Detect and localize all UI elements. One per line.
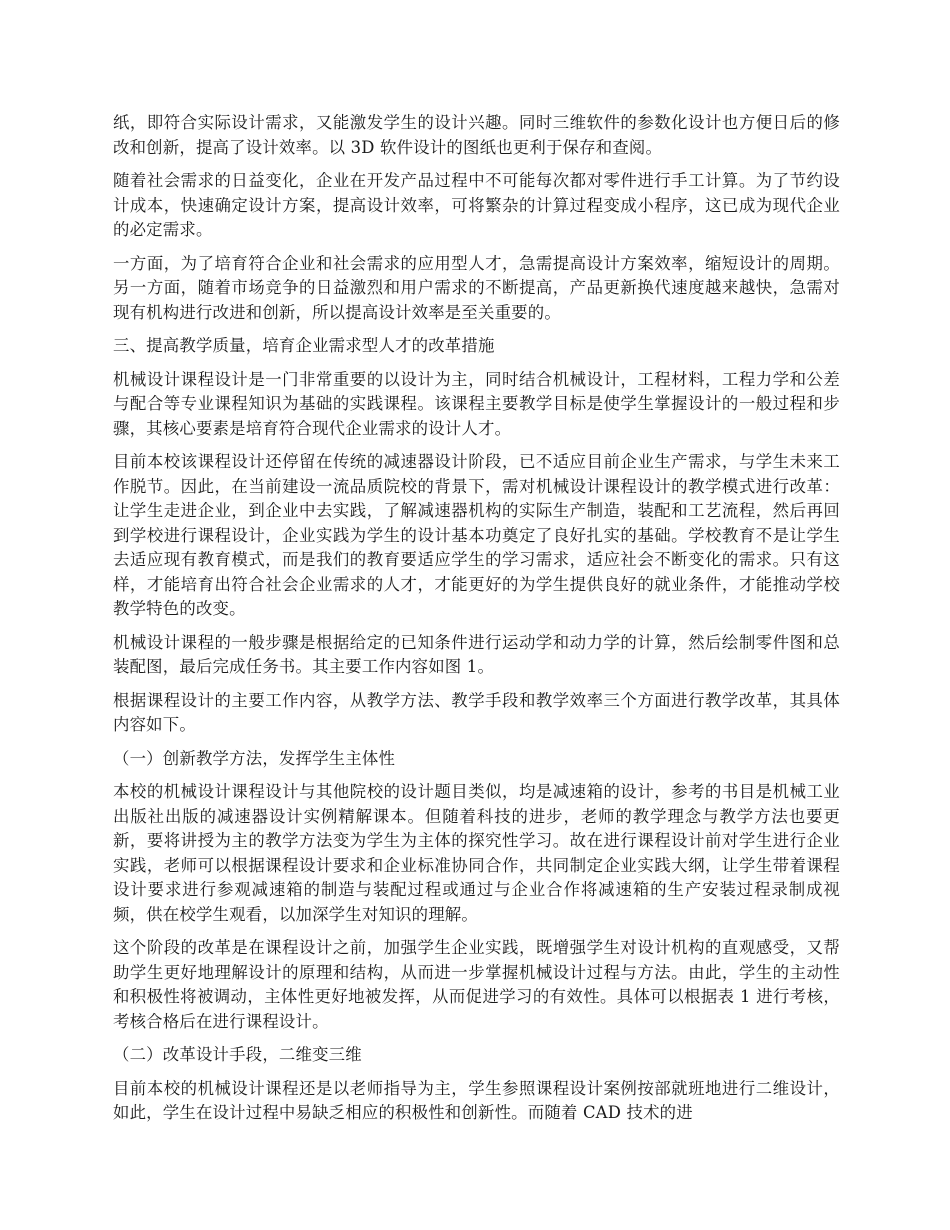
subsection-heading: （二）改革设计手段，二维变三维 — [113, 1045, 362, 1064]
paragraph: 目前本校的机械设计课程还是以老师指导为主，学生参照课程设计案例按部就班地进行二维设计，如此，学生在设计过程中易缺乏相应的积极性和创新性。而随着 CAD 技术的进 — [113, 1078, 840, 1122]
paragraph: 随着社会需求的日益变化，企业在开发产品过程中不可能每次都对零件进行手工计算。为了节约设计成本，快速确定设计方案，提高设计效率，可将繁杂的计算过程变成小程序，这已成为现代企业的必定需求。 — [113, 171, 840, 239]
paragraph: 机械设计课程的一般步骤是根据给定的已知条件进行运动学和动力学的计算，然后绘制零件图和总装配图，最后完成任务书。其主要工作内容如图 1。 — [113, 632, 840, 676]
paragraph: 目前本校该课程设计还停留在传统的减速器设计阶段，已不适应目前企业生产需求，与学生未来工作脱节。因此，在当前建设一流品质院校的背景下，需对机械设计课程设计的教学模式进行改革：让学生走进企业，到企业中去实践，了解减速器机构的实际生产制造，装配和工艺流程，然后再回到学校进行课程设计，企业实践为学生的设计基本功奠定了良好扎实的基础。学校教育不是让学生去适应现有教育模式，而是我们的教育要适应学生的学习需求，适应社会不断变化的需求。只有这样，才能培育出符合社会企业需求的人才，才能更好的为学生提供良好的就业条件，才能推动学校教学特色的改变。 — [113, 452, 840, 618]
subsection-heading: （一）创新教学方法，发挥学生主体性 — [113, 748, 396, 768]
paragraph: 根据课程设计的主要工作内容，从教学方法、教学手段和教学效率三个方面进行教学改革，其具体内容如下。 — [113, 690, 840, 734]
paragraph: 本校的机械设计课程设计与其他院校的设计题目类似，均是减速箱的设计，参考的书目是机械工业出版社出版的减速器设计实例精解课本。但随着科技的进步，老师的教学理念与教学方法也要更新，要将讲授为主的教学方法变为学生为主体的探究性学习。故在进行课程设计前对学生进行企业实践，老师可以根据课程设计要求和企业标准协同合作，共同制定企业实践大纲，让学生带着课程设计要求进行参观减速箱的制造与装配过程或通过与企业合作将减速箱的生产安装过程录制成视频，供在校学生观看，以加深学生对知识的理解。 — [113, 782, 840, 924]
paragraph: 纸，即符合实际设计需求，又能激发学生的设计兴趣。同时三维软件的参数化设计也方便日后的修改和创新，提高了设计效率。以 3D 软件设计的图纸也更利于保存和查阅。 — [113, 113, 840, 157]
paragraph: 一方面，为了培育符合企业和社会需求的应用型人才，急需提高设计方案效率，缩短设计的周期。另一方面，随着市场竞争的日益激烈和用户需求的不断提高，产品更新换代速度越来越快，急需对现有机构进行改进和创新，所以提高设计效率是至关重要的。 — [113, 253, 840, 322]
section-heading: 三、提高教学质量，培育企业需求型人才的改革措施 — [113, 336, 495, 355]
document-body — [113, 111, 840, 1135]
paragraph: 机械设计课程设计是一门非常重要的以设计为主，同时结合机械设计，工程材料，工程力学和公差与配合等专业课程知识为基础的实践课程。该课程主要教学目标是使学生掌握设计的一般过程和步骤，其核心要素是培育符合现代企业需求的设计人才。 — [113, 369, 840, 438]
paragraph: 这个阶段的改革是在课程设计之前，加强学生企业实践，既增强学生对设计机构的直观感受，又帮助学生更好地理解设计的原理和结构，从而进一步掌握机械设计过程与方法。由此，学生的主动性和积极性将被调动，主体性更好地被发挥，从而促进学习的有效性。具体可以根据表 1 进行考核，考核合格后在进行课程设计。 — [113, 938, 840, 1031]
